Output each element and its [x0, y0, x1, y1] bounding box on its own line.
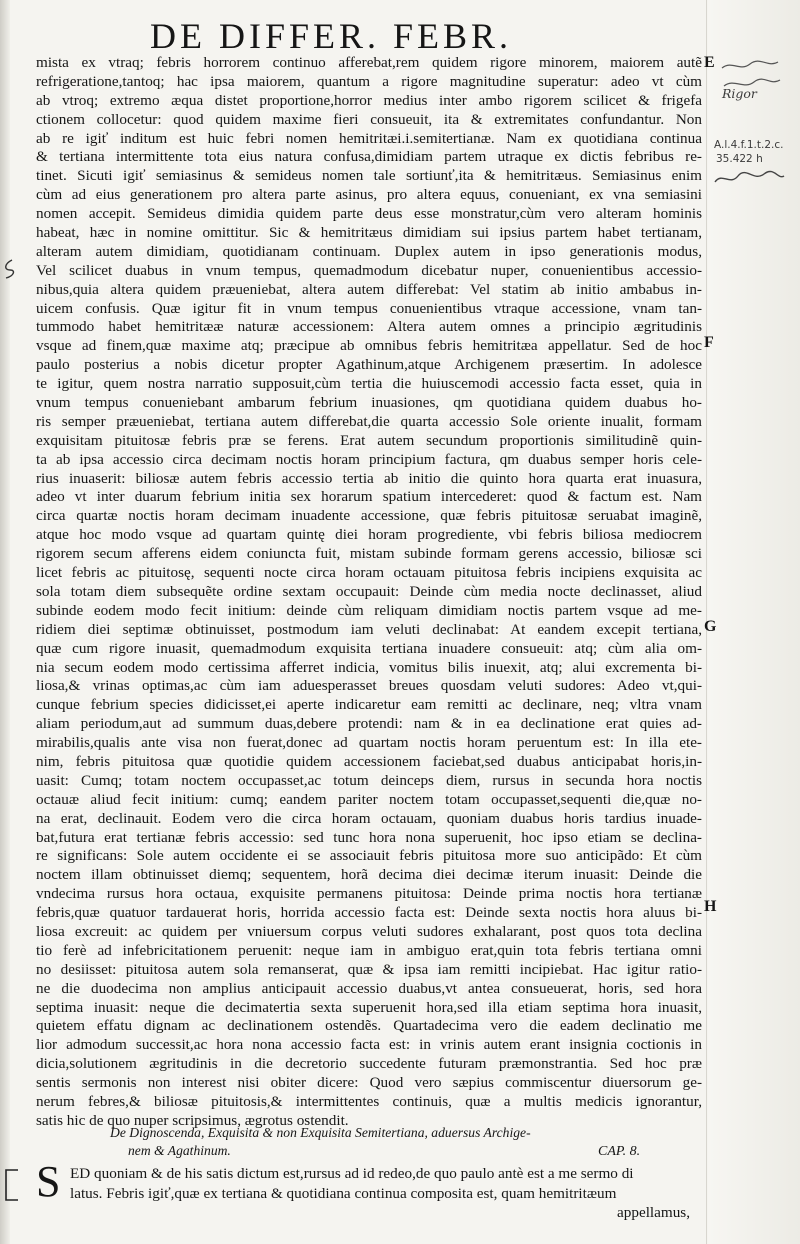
text-line: ab vtroq; extremo æqua distet proportione,horror medius inter ambo rigorem scilicet & frigefa — [36, 91, 702, 109]
text-line: liosa excreuit: ac quidem per vniuersum corpus veluti sudores exhalarant, post quos tota declina — [36, 922, 702, 940]
text-line: subinde eodem modo fecit initium: deinde cùm reliquam dimidiam noctis partem vsque ad me- — [36, 601, 702, 619]
handwritten-note: Rigor — [722, 86, 757, 101]
text-line: tummodo habet hemitritææ naturæ accessionem: Altera autem omnes a principio ægritudinis — [36, 318, 702, 336]
chapter-heading — [110, 1124, 670, 1160]
text-line: habeat, hæc in nomine omittitur. Sic & hemitritæus dimidiam sui ipsius partem habet tertianam, — [36, 224, 702, 242]
text-line: nim, febris pituitosa quæ quotidie quidem accessionem faciebat,sed duabus anticipabat horis,in- — [36, 752, 702, 770]
text-line: ridiem diei septimæ obtinuisset, postmodum iam veluti declinabat: At eandem excepit tertiana, — [36, 620, 702, 638]
margin-letter-g: G — [704, 618, 717, 635]
margin-letter-f: F — [704, 334, 714, 351]
text-line: circa quartæ noctis horam decimam inuadente accessione, quæ febris pituitosæ seruabat imaginẽ, — [36, 507, 702, 525]
text-line: ED quoniam & de his satis dictum est,rursus ad id redeo,de quo paulo antè est a me sermo di — [70, 1165, 634, 1182]
handwritten-scribble — [712, 168, 786, 190]
text-line: uasit: Cumq; totam noctem occupasset,ac totum deinceps diem, rursus in secunda hora noctis — [36, 771, 702, 789]
text-line: vsque ad finem,quæ maxime atq; præcipue ab omnibus febris hemitritæa appellatur. Sed de hoc — [36, 337, 702, 355]
text-line: septima inuasit: neque die decimatertia sexta superuenit hora,sed illa etiam septima hora inuasit, — [36, 998, 702, 1016]
margin-letter-h: H — [704, 898, 717, 915]
text-line: licet febris ac pituitosę, sequenti nocte circa horam octauam pituitosa febris incipiens exquisita ac — [36, 564, 702, 582]
text-line: noctem illam obtinuisset diemq; sequentem, horã decima diei decimæ iterum inuasit: Deinde die — [36, 866, 702, 884]
text-line: lior admodum successit,ac hora nona accessio facta est: in vrinis autem erant insignia coctionis in — [36, 1036, 702, 1054]
text-line: paulo posterius a nobis dicetur propter Agathinum,atque Archigenem præsertim. In adolesce — [36, 356, 702, 374]
drop-cap: S — [36, 1157, 61, 1206]
text-line: alteram autem dimidiam, quotidianam continuam. Duplex autem in ipso generationis modus, — [36, 242, 702, 260]
text-line: uicem confusis. Quæ igitur fit in vnum tempus conuenientibus vtraque accessione, vnam tan- — [36, 299, 702, 317]
margin-letter-e: E — [704, 54, 715, 71]
text-line: te igitur, quem nostra narratio supposuit,cùm tertia die huiuscemodi accessio facta esset, quia in — [36, 375, 702, 393]
text-line: refrigeratione,tantoq; hac ipsa maiorem, quantum a rigore magnitudine superatur: adeo vt cùm — [36, 72, 702, 90]
text-line: nerum febres,& biliosæ pituitosis,& intermittentes continuis, quæ a multis medicis ignorantur, — [36, 1092, 702, 1110]
text-line: satis hic de quo nuper scripsimus, ægrotus ostendit. — [36, 1111, 349, 1129]
text-line: aliam periodum,aut ad summum duas,debere protendi: nam & in ea declinatione erat quies ad- — [36, 715, 702, 733]
chapter-heading-line: nem & Agathinum. — [128, 1143, 231, 1158]
text-line: quietem effatu dignam ac declinationem ostendẽs. Quartadecima vero die eadem declinatio me — [36, 1017, 702, 1035]
text-line: no desiisset: pituitosa autem sola remanserat, quæ & ipsa iam remitti incipiebat. Hac igitur ratio- — [36, 960, 702, 978]
running-head: DE DIFFER. FEBR. — [150, 16, 513, 56]
text-line: sola totam diem subsequẽte ordine sextam occupauit: Deinde cùm media nocte declinasset, aliud — [36, 582, 702, 600]
text-line: ctionem collocetur: quod quidem maxime fieri consueuit, ita & extremitates confundantur. Non — [36, 110, 702, 128]
body-text — [36, 54, 702, 1131]
text-line: rius inuaserit: biliosæ autem febris accessio tertia ab initio die quinto hora quarta erat inuasura, — [36, 469, 702, 487]
handwritten-scribble — [718, 56, 784, 104]
text-line: tinet. Sicuti igiť semiasinus & semideus nomen tale sortiunť,ita & hemitritæus. Semiasinus enim — [36, 167, 702, 185]
text-line: adeo vt inter duarum febrium initia sex horarum spatium intercederet: quod & factum est. Nam — [36, 488, 702, 506]
text-line: mirabilis,qualis ante visa non fuerat,donec ad quartam noctis horam peruentum est: In illa ete- — [36, 734, 702, 752]
text-line: ta ab ipsa accessio circa decimam noctis horam principium factura, qm duabus semper horis cele- — [36, 450, 702, 468]
bracket-mark — [0, 1168, 22, 1202]
text-line: sentis sermonis non interest nisi obiter dicere: Quod vero sæpius commiscentur diuersorum ge- — [36, 1074, 702, 1092]
text-line: latus. Febris igiť,quæ ex tertiana & quotidiana continua composita est, quam hemitritæum — [70, 1184, 617, 1202]
text-line: Vel scilicet duabus in vnum tempus, quemadmodum dicebatur nuper, conuenientibus accessio- — [36, 261, 702, 279]
text-line: liosa,& vrinas optimas,ac cùm iam aduesperasset breues quosdam veluti sudores: Adeo vt,qui- — [36, 677, 702, 695]
chapter-number: CAP. 8. — [598, 1144, 641, 1159]
text-line: nomen accepit. Semideus dimidia quidem parte deus esse monstratur,cùm vero alteram hominis — [36, 205, 702, 223]
text-line: appellamus, — [617, 1204, 690, 1221]
text-line: nibus,quia altera quidem præueniebat, altera autem differebat: Vel statim ab initio ambabus in- — [36, 280, 702, 298]
text-line: octauæ aliud fecit initium: cumq; eandem pariter noctem totam occupasset,sequenti die,quæ no- — [36, 790, 702, 808]
text-line: na erat, declinauit. Eodem vero die circa horam octauam, quoniam duabus horis tardius inuade- — [36, 809, 702, 827]
text-line: cùm ad eius generationem pro altera parte asinus, pro altera equus, conueniant, ex vna semiasini — [36, 186, 702, 204]
text-line: & tertiana intermittente tota eius natura confusa,dimidiam partem utraque ex dictis febribus re- — [36, 148, 702, 166]
text-line: re significans: Sole autem occidente ei se associauit febris pituitosa more suo anticipãdo: Et cùm — [36, 847, 702, 865]
text-line: ab re igiť inditum est huic febri nomen hemitritæi.i.semitertianæ. Nam ex quotidiana continua — [36, 129, 702, 147]
text-line: bat,futura erat tertianæ febris accessio: sed tunc hora nona superuenit, hoc ipso etiam se declina- — [36, 828, 702, 846]
text-line: vnum tempus conueniebant ambarum febrium inuasiones, qm quotidiana quidem duabus ho- — [36, 394, 702, 412]
binding-gutter — [0, 0, 10, 1244]
text-line: atque hoc modo vsque ad quartam quintę diei horam progrediente, vbi febris biliosa mediocrem — [36, 526, 702, 544]
margin-reference: 35.422 h — [716, 153, 763, 165]
text-line: exquisitam pituitosæ febris præ se ferens. Erat autem secundum proportionis similitudinẽ quin- — [36, 431, 702, 449]
margin-reference: A.l.4.f.1.t.2.c. — [714, 139, 784, 151]
text-line: quæ cum rigore inuasit, quemadmodum exquisita tertiana inuadere consueuit: atq; cùm alia om- — [36, 639, 702, 657]
text-line: vndecima rursus hora octaua, exquisite permanens pituitosa: Deinde prima noctis hora tertianæ — [36, 885, 702, 903]
text-line: mista ex vtraq; febris horrorem continuo afferebat,rem quidem rigore minorem, maiorem autẽ — [36, 54, 702, 71]
text-line: dicia,solutionem ægritudinis in die decretorio succedente futuram præmonstrantia. Sed hoc præ — [36, 1055, 702, 1073]
text-line: ne die duodecima non amplius anticipauit accessio duabus,vt antea consueuerat, horis, sed hora — [36, 979, 702, 997]
text-line: nia secum eodem modo certissima afferret indicia, vomitus bilis inuexit, atq; alui excrementa bi- — [36, 658, 702, 676]
marginal-mark — [2, 258, 16, 280]
text-line: tio ferè ad infebricitationem peruenit: neque iam in ambiguo erat,quin tota febris tertiana omni — [36, 941, 702, 959]
chapter-opening-text — [36, 1164, 702, 1223]
text-line: febris,quæ quatuor tardauerat horis, horrida accessio facta est: Deinde sexta noctis hora aluus bi- — [36, 904, 702, 922]
text-line: rigorem secum afferens eidem coniuncta fuit, mistam subinde formam gerens accessio, biliosæ sci — [36, 545, 702, 563]
text-line: cunque febrium species didicisset,ei aperte indicaretur eam remitti ac declinare, neq; vltra vnam — [36, 696, 702, 714]
chapter-heading-line: De Dignoscenda, Exquisita & non Exquisita Semitertiana, aduersus Archige- — [110, 1125, 531, 1140]
text-line: ris semper præueniebat, tertiana autem differebat,die quarta accessio Sole oriente inualit, formam — [36, 412, 702, 430]
